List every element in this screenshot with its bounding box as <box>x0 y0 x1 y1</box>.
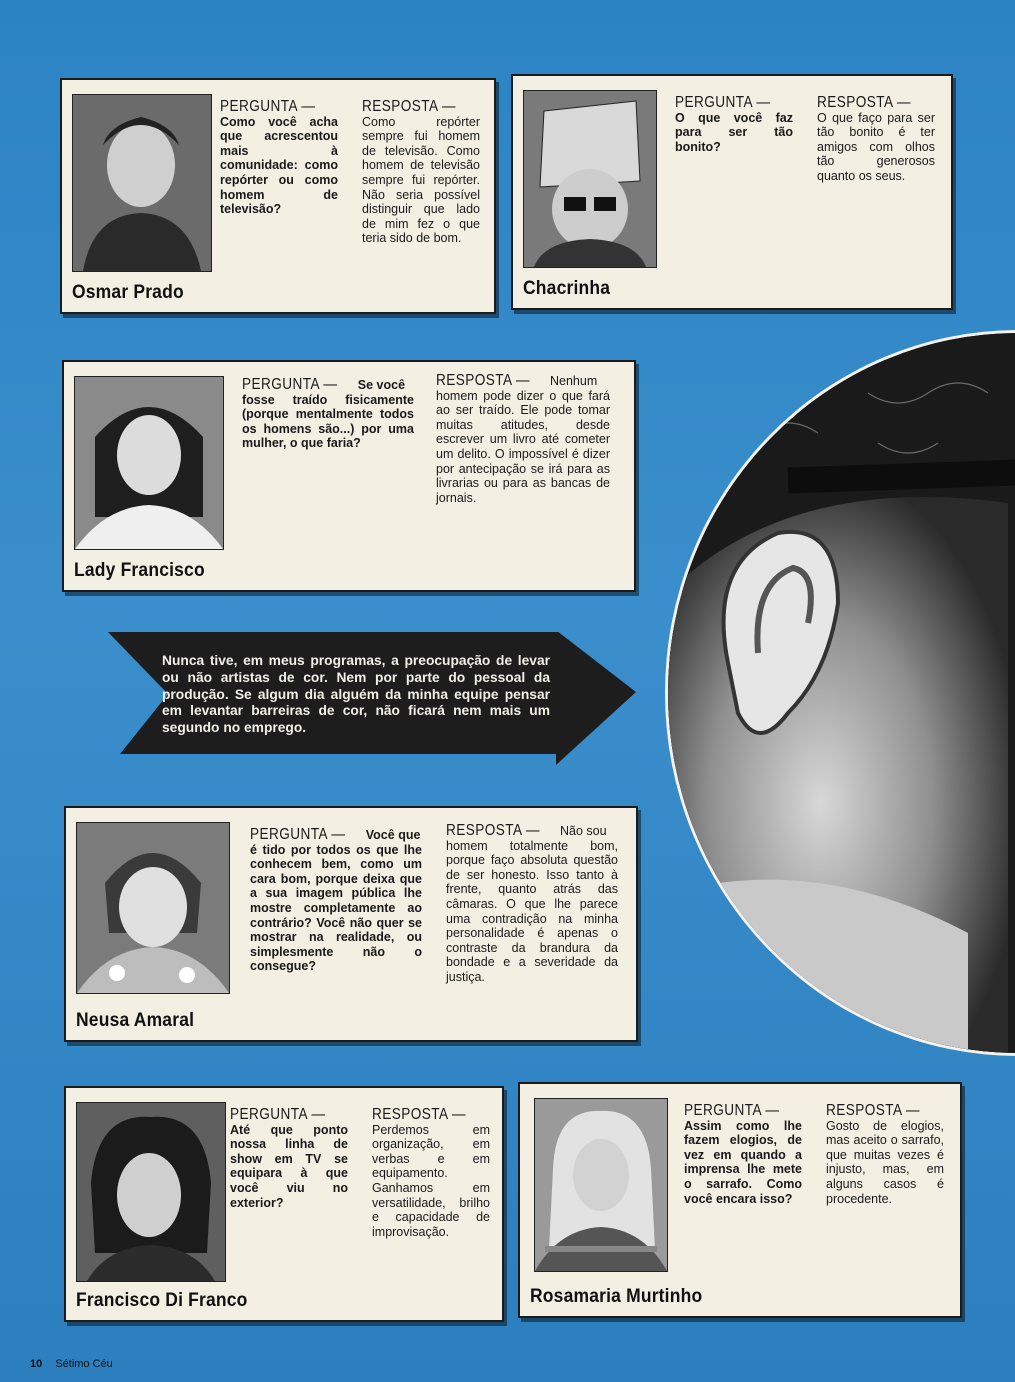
interview-card-chacrinha <box>511 74 953 310</box>
answer-text: Gosto de elogios, mas aceito o sarrafo, que muitas vezes é injusto, mas, em alguns casos é procedente. <box>826 1118 944 1206</box>
answer-column <box>362 100 480 246</box>
answer-text: Perdemos em organização, em verbas e em equipamento. Ganhamos em versatilidade, brilho e capacidade de improvisação. <box>372 1122 490 1239</box>
person-name: Francisco Di Franco <box>76 1290 248 1311</box>
answer-text: homem totalmente bom, porque faço absoluta questão de ser honesto. Isso tanto à frente, quanto atrás das câmaras. O que lhe parece uma contradição na minha personalidade é apenas o contraste da brandura da bondade e a severidade da justiça. <box>446 838 618 984</box>
page-number: 10 <box>30 1358 43 1370</box>
answer-lead: Não sou <box>560 824 607 838</box>
question-label: PERGUNTA — <box>684 1102 780 1119</box>
portrait-photo <box>76 822 230 994</box>
portrait-photo <box>76 1102 226 1282</box>
person-name: Osmar Prado <box>72 282 184 303</box>
question-column <box>242 378 414 451</box>
answer-column <box>436 374 610 505</box>
portrait-image <box>77 1103 225 1281</box>
person-name: Rosamaria Murtinho <box>530 1286 703 1307</box>
question-label: PERGUNTA — <box>242 376 338 393</box>
question-column <box>250 828 422 974</box>
portrait-image <box>73 95 211 271</box>
portrait-image <box>524 91 656 267</box>
question-column <box>684 1104 802 1206</box>
question-text: O que você faz para ser tão bonito? <box>675 110 793 154</box>
question-text: é tido por todos os que lhe conhecem bem, como um cara bom, porque deixa que a sua imagem pública lhe mostre completamente ao contrário? Você não quer se mostrar na realidade, ou simplesmente não o consegue? <box>250 842 422 974</box>
question-column <box>230 1108 348 1210</box>
answer-column <box>446 824 618 985</box>
person-name: Neusa Amaral <box>76 1010 195 1031</box>
question-column <box>220 100 338 217</box>
question-lead: Se você <box>357 378 406 392</box>
answer-text: homem pode dizer o que fará ao ser traído. Ele pode tomar muitas atitudes, desde escrever um livro até cometer um delito. O impossível é dizer por antecipação se irá para as livrarias ou para as bancas de jornais. <box>436 388 610 505</box>
question-label: PERGUNTA — <box>250 826 346 843</box>
answer-label: RESPOSTA — <box>826 1102 920 1119</box>
portrait-image <box>77 823 229 993</box>
question-text: Até que ponto nossa linha de show em TV se equipara à que você viu no exterior? <box>230 1122 348 1210</box>
interview-card-rosamaria-murtinho <box>518 1082 962 1318</box>
question-label: PERGUNTA — <box>675 94 771 111</box>
portrait-photo <box>534 1098 668 1272</box>
magazine-name: Sétimo Céu <box>55 1358 113 1370</box>
page-footer <box>30 1358 113 1370</box>
portrait-photo <box>523 90 657 268</box>
answer-lead: Nenhum <box>550 374 598 388</box>
answer-text: O que faço para ser tão bonito é ter amigos com olhos tão generosos quanto os seus. <box>817 110 935 183</box>
answer-text: Como repórter sempre fui homem de televisão. Como homem de televisão sempre fui repórter. Não seria possível distinguir que lado de mim fez o que teria sido de bom. <box>362 114 480 246</box>
portrait-photo <box>74 376 224 550</box>
interview-card-francisco-di-franco <box>64 1086 504 1322</box>
person-name: Lady Francisco <box>74 560 205 581</box>
question-text: Assim como lhe fazem elogios, de vez em quando a imprensa lhe mete o sarrafo. Como você encara isso? <box>684 1118 802 1206</box>
interview-card-lady-francisco <box>62 360 636 592</box>
answer-label: RESPOSTA — <box>817 94 911 111</box>
question-text: Como você acha que acrescentou mais à comunidade: como repórter ou como homem de televisão? <box>220 114 338 217</box>
person-name: Chacrinha <box>523 278 611 299</box>
question-label: PERGUNTA — <box>220 98 316 115</box>
question-lead: Você que <box>365 828 421 842</box>
interview-card-neusa-amaral <box>64 806 638 1042</box>
answer-column <box>826 1104 944 1206</box>
answer-label: RESPOSTA — <box>372 1106 466 1123</box>
portrait-image <box>75 377 223 549</box>
answer-label: RESPOSTA — <box>446 822 540 839</box>
question-column <box>675 96 793 154</box>
answer-label: RESPOSTA — <box>362 98 456 115</box>
portrait-photo <box>72 94 212 272</box>
portrait-image <box>535 1099 667 1271</box>
answer-label: RESPOSTA — <box>436 372 530 389</box>
question-label: PERGUNTA — <box>230 1106 326 1123</box>
interview-card-osmar-prado <box>60 78 496 314</box>
question-text: fosse traído fisicamente (porque mentalmente todos os homens são...) por uma mulher, o que faria? <box>242 392 414 451</box>
answer-column <box>372 1108 490 1239</box>
answer-column <box>817 96 935 184</box>
quote-text: Nunca tive, em meus programas, a preocupação de levar ou não artistas de cor. Nem por parte do pessoal da produção. Se algum dia alguém da minha equipe pensar em levantar barreiras de cor, não ficará nem mais um segundo no emprego. <box>162 653 550 736</box>
